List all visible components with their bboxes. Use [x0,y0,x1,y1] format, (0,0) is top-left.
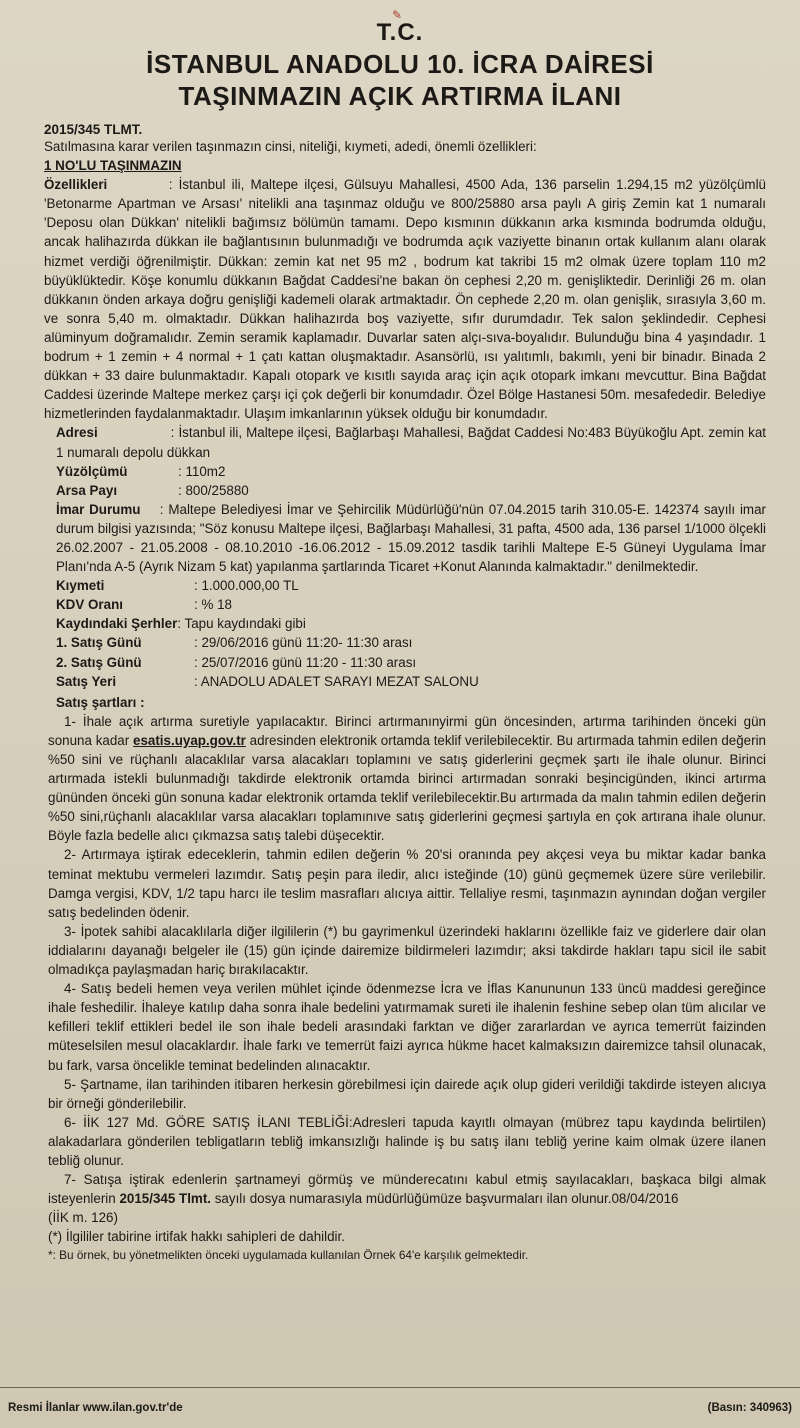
sale-place-row [56,672,766,691]
area-label: Yüzölçümü [56,463,128,479]
zoning-block [56,500,766,576]
page-footer [0,1387,800,1428]
features-text: : İstanbul ili, Maltepe ilçesi, Gülsuyu Mahallesi, 4500 Ada, 136 parselin 1.294,15 m2 yüzölçümlü 'Betonarme Apartman ve Arsası' nitelikli ana taşınmaz olduğu ve 800/25880 arsa paylı A giriş Zemin kat 1 numaralı 'Deposu olan Dükkan' nitelikli bağımsız bölümün tamamı. Depo kısmının dükkanın arka kısmında bodrumda olduğu, ancak halihazırda dükkan ile bağlantısının bulunmadığı ve bodrumda açık vaziyette binanın ortak kullanım alanı olarak hizmet verdiği öğrenilmiştir. Dükkan: zemin kat net 95 m2 , bodrum kat takribi 15 m2 olmak üzere toplam 110 m2 büyüklüktedir. Köşe konumlu dükkanın Bağdat Caddesi'ne bakan ön cephesi 2,20 m. genişliktedir. Derinliği 26 m. olan dükkanın önden arkaya doğru genişliği kademeli olarak artmaktadır. Ön cephede 2,20 m. olan genişlik, sırasıyla 3,60 m. ve sonra 5,40 m. olmaktadır. Dükkan halihazırda boş vaziyette, sıfır durumdadır. Tek salon şeklindedir. Cephesi alüminyum doğramalıdır. Zemin seramik kaplamadır. Duvarlar saten alçı-sıva-boyalıdır. Bulunduğu bina 4 yaşındadır. 1 bodrum + 1 zemin + 4 normal + 1 çatı kattan oluşmaktadır. Asansörlü, ısı yalıtımlı, bakımlı, yeni bir binadır. Binada 2 dükkan + 33 daire bulunmaktadır. Kapalı otopark ve kısıtlı sayıda araç için açık otopark imkanı mevcuttur. Bina Bağdat Caddesi üzerinde Maltepe merkez çarşı içi çok değerli bir konumdadır. Özel Bölge Hastanesi 50m. mesafededir. Belediye hizmetlerinden faydalanmaktadır. Ulaşım imkanlarının yüksek olduğu bir konumdadır. [44,177,766,422]
value-label: Kıymeti [56,578,105,594]
zoning-text: : Maltepe Belediyesi İmar ve Şehircilik Müdürlüğü'nün 07.04.2015 tarih 310.05-E. 142374 sayılı imar durum bilgisi yazısında; "Söz konusu Maltepe ilçesi, Bağlarbaşı Mahallesi, 31 pafta, 4500 ada, 136 parsel 1/1000 ölçekli 26.02.2007 - 21.05.2008 - 08.10.2010 -16.06.2012 - 15.09.2012 tasdik tarihli Maltepe E-5 Güneyi Uygulama İmar Planı'nda A-5 (Ayrık Nizam 5 kat) yapılanma şartlarında Ticaret +Konut Alanında kalmaktadır." denilmektedir. [56,501,766,575]
condition-6: 6- İİK 127 Md. GÖRE SATIŞ İLANI TEBLİĞİ:Adresleri tapuda kayıtlı olmayan (mübrez tapu kaydında belirtilen) alakadarlara gönderilen tebligatların tebliğ imkansızlığı halinde iş bu satış ilanı tebliğ yerine kaim olmak üzere ilanen tebliğ olunur. [48,1114,766,1168]
records-value: : Tapu kaydındaki gibi [177,616,306,632]
esatis-link[interactable]: esatis.uyap.gov.tr [133,732,246,748]
value-value: : 1.000.000,00 TL [194,578,299,594]
file-number: 2015/345 TLMT. [44,122,143,137]
sale2-value: : 25/07/2016 günü 11:20 - 11:30 arası [194,654,417,670]
footer-press-no: (Basın: 340963) [707,1402,792,1414]
office-name: İSTANBUL ANADOLU 10. İCRA DAİRESİ [146,49,654,79]
land-share-value: : 800/25880 [178,482,249,498]
condition-7-end: sayılı dosya numarasıyla müdürlüğümüze başvurmaları ilan olunur.08/04/2016 [211,1191,679,1207]
land-share-row [56,481,766,500]
condition-2: 2- Artırmaya iştirak edeceklerin, tahmin edilen değerin % 20'si oranında pey akçesi veya bu miktar kadar banka teminat mektubu vermeleri lazımdır. Satış peşin para iledir, alıcı isteğinde (10) günü geçmemek üzere süre verilebilir. Damga vergisi, KDV, 1/2 tapu harcı ile teslim masrafları alıcıya aittir. Tellaliye resmi, taşınmazın aynından doğan vergiler satış bedelinden ödenir. [48,847,766,920]
press-mark-icon: ✎ [392,8,403,22]
address-block [56,423,766,461]
conditions-heading: Satış şartları : [56,694,145,710]
footnote-stakeholders: (*) İlgililer tabirine irtifak hakkı sahipleri de dahildir. [48,1229,345,1245]
property-heading: 1 NO'LU TAŞINMAZIN [44,158,182,174]
vat-value: : % 18 [194,597,232,613]
area-value: : 110m2 [178,463,226,479]
condition-3: 3- İpotek sahibi alacaklılarla diğer ilgililerin (*) bu gayrimenkul üzerindeki haklarını özellikle faiz ve giderlere dair olan iddialarını dayanağı belgeler ile (15) gün içinde dairemize bildirmeleri lazımdır; aksi takdirde hakları tapu sicil ile sabit olmadıkça paylaşmadan hariç bırakılacaktır. [48,923,766,978]
intro-line: Satılmasına karar verilen taşınmazın cinsi, niteliği, kıymeti, adedi, önemli özellikleri: [44,139,537,154]
sale1-row [56,633,766,652]
value-row [56,576,766,595]
records-label: Kaydındaki Şerhler [56,616,178,632]
features-label: Özellikleri [44,177,108,193]
sale2-row [56,653,766,672]
address-label: Adresi [56,425,98,441]
records-row [56,614,766,633]
notice-header [34,18,766,112]
area-row [56,462,766,481]
condition-1 [48,712,766,846]
condition-7-start: 7- Satışa iştirak edenlerin şartnameyi görmüş ve münderecatını kabul etmiş sayılacakları, başkaca bilgi almak isteyenlerin [48,1172,766,1207]
condition-4: 4- Satış bedeli hemen veya verilen mühlet içinde ödenmezse İcra ve İflas Kanununun 133 üncü maddesi gereğince ihale feshedilir. İhaleye katılıp daha sonra ihale bedelini yatırmamak sureti ile ihalenin feshine sebep olan tüm alıcılar ve kefilleri teklif ettikleri bedel ile son ihale bedeli arasındaki farktan ve diğer zararlardan ve ayrıca temerrüt faizinden müteselsilen mesul olacaklardır. İhale farkı ve temerrüt faizi ayrıca hükme hacet kalmaksızın dairemizce tahsil olunacak, bu fark, varsa öncelikle teminat bedelinden alınacaktır. [48,981,766,1073]
notice-title: TAŞINMAZIN AÇIK ARTIRMA İLANI [178,81,622,111]
address-text: : İstanbul ili, Maltepe ilçesi, Bağlarbaşı Mahallesi, Bağdat Caddesi No:483 Büyükoğlu Apt. zemin kat 1 numaralı depolu dükkan [56,425,767,460]
sale2-label: 2. Satış Günü [56,654,142,670]
features-block [44,175,766,423]
condition-7 [48,1170,766,1208]
footnote-form: *: Bu örnek, bu yönetmelikten önceki uygulamada kullanılan Örnek 64'e karşılık gelmektedir. [48,1248,529,1263]
condition-7-file-no: 2015/345 Tlmt. [119,1191,212,1207]
sale1-value: : 29/06/2016 günü 11:20- 11:30 arası [194,635,413,651]
sale-place-label: Satış Yeri [56,673,117,689]
republic-abbrev: T.C. [376,19,424,46]
vat-row [56,595,766,614]
condition-1-start: 1- İhale açık artırma suretiyle yapılacaktır. Birinci artırmanınyirmi gün öncesinden, artırma tarihinden önceki gün sonuna kadar [48,713,766,748]
sale1-label: 1. Satış Günü [56,635,142,651]
land-share-label: Arsa Payı [56,482,118,498]
law-reference: (İİK m. 126) [48,1210,118,1226]
sale-place-value: : ANADOLU ADALET SARAYI MEZAT SALONU [194,673,479,689]
condition-5: 5- Şartname, ilan tarihinden itibaren herkesin görebilmesi için dairede açık olup gideri verildiği takdirde isteyen alıcıya bir örneği gönderilebilir. [48,1076,766,1111]
vat-label: KDV Oranı [56,597,123,613]
zoning-label: İmar Durumu [56,501,141,517]
footer-website: Resmi İlanlar www.ilan.gov.tr'de [8,1402,183,1414]
condition-1-end: adresinden elektronik ortamda teklif verilebilecektir. Bu artırmada tahmin edilen değerin %50 sini ve rüçhanlı alacaklılar varsa alacakları toplamını ve satış giderlerini geçmek şartı ile ihale olunur. Birinci artırmada istekli bulunmadığı takdirde elektronik ortamda birinci artırmadan sonraki beşincigünden, ikinci artırma gününden önceki gün sonuna kadar elektronik ortamda teklif verilebilecektir.Bu artırmada da malın tahmin edilen değerin %50 sini,rüçhanlı alacaklılar varsa alacakları toplamınıve satış giderlerini geçmesi şartıyla en çok artırana ihale olunur. Böyle fazla bedelle alıcı çıkmazsa satış talebi düşecektir. [48,732,767,844]
